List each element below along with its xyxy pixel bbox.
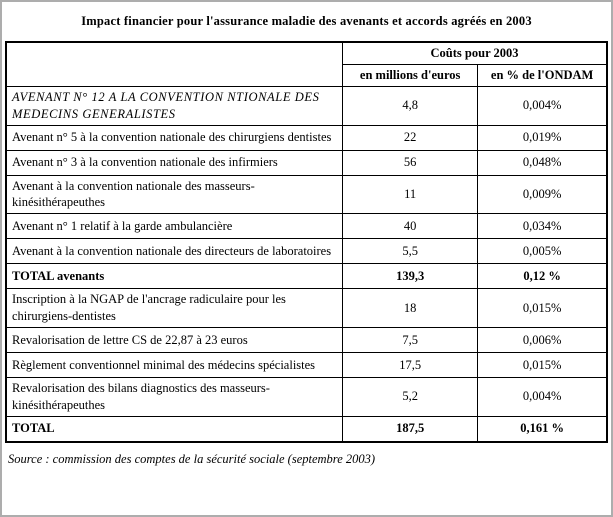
- row-value-millions: 56: [343, 150, 478, 175]
- row-label: Avenant n° 5 à la convention nationale des chirurgiens dentistes: [6, 125, 343, 150]
- table-row: [6, 214, 607, 239]
- table-row: [6, 175, 607, 214]
- row-value-percent: 0,004%: [478, 86, 607, 125]
- row-label: Revalorisation de lettre CS de 22,87 à 23 euros: [6, 328, 343, 353]
- row-value-percent: 0,009%: [478, 175, 607, 214]
- row-label: Revalorisation des bilans diagnostics des masseurs-kinésithérapeuthes: [6, 378, 343, 417]
- row-value-percent: 0,005%: [478, 239, 607, 264]
- row-label: Avenant à la convention nationale des directeurs de laboratoires: [6, 239, 343, 264]
- row-value-percent: 0,006%: [478, 328, 607, 353]
- source-note: Source : commission des comptes de la sécurité sociale (septembre 2003): [8, 451, 376, 466]
- row-value-percent: 0,034%: [478, 214, 607, 239]
- row-value-percent: 0,048%: [478, 150, 607, 175]
- row-label: Règlement conventionnel minimal des médecins spécialistes: [6, 353, 343, 378]
- row-label: TOTAL avenants: [6, 264, 343, 289]
- row-value-millions: 7,5: [343, 328, 478, 353]
- table-row: [6, 150, 607, 175]
- row-label: Avenant n° 3 à la convention nationale des infirmiers: [6, 150, 343, 175]
- row-value-millions: 5,2: [343, 378, 478, 417]
- row-value-millions: 11: [343, 175, 478, 214]
- table-row: [6, 353, 607, 378]
- row-label: TOTAL: [6, 416, 343, 442]
- row-value-percent: 0,12 %: [478, 264, 607, 289]
- header-row-group: [6, 42, 607, 64]
- table-body: [6, 86, 607, 442]
- column-header-percent: en % de l'ONDAM: [478, 64, 607, 86]
- row-value-millions: 5,5: [343, 239, 478, 264]
- row-label: Inscription à la NGAP de l'ancrage radiculaire pour les chirurgiens-dentistes: [6, 289, 343, 328]
- row-value-millions: 17,5: [343, 353, 478, 378]
- column-header-millions: en millions d'euros: [343, 64, 478, 86]
- row-value-percent: 0,015%: [478, 289, 607, 328]
- table-row: [6, 86, 607, 125]
- row-value-millions: 22: [343, 125, 478, 150]
- row-label: AVENANT N° 12 A LA CONVENTION NTIONALE DES MEDECINS GENERALISTES: [6, 86, 343, 125]
- impact-table: [5, 41, 608, 443]
- empty-corner-cell: [6, 42, 343, 86]
- table-row: [6, 328, 607, 353]
- table-row: [6, 416, 607, 442]
- table-header: [6, 42, 607, 86]
- group-header-cell: Coûts pour 2003: [343, 42, 607, 64]
- row-value-millions: 4,8: [343, 86, 478, 125]
- row-value-millions: 18: [343, 289, 478, 328]
- table-row: [6, 239, 607, 264]
- row-value-percent: 0,004%: [478, 378, 607, 417]
- row-value-millions: 40: [343, 214, 478, 239]
- row-value-percent: 0,015%: [478, 353, 607, 378]
- row-value-percent: 0,019%: [478, 125, 607, 150]
- table-row: [6, 264, 607, 289]
- row-value-millions: 187,5: [343, 416, 478, 442]
- row-value-millions: 139,3: [343, 264, 478, 289]
- table-row: [6, 125, 607, 150]
- table-row: [6, 289, 607, 328]
- row-value-percent: 0,161 %: [478, 416, 607, 442]
- table-row: [6, 378, 607, 417]
- page-title: Impact financier pour l'assurance maladie des avenants et accords agréés en 2003: [81, 14, 532, 28]
- row-label: Avenant à la convention nationale des masseurs-kinésithérapeuthes: [6, 175, 343, 214]
- row-label: Avenant n° 1 relatif à la garde ambulancière: [6, 214, 343, 239]
